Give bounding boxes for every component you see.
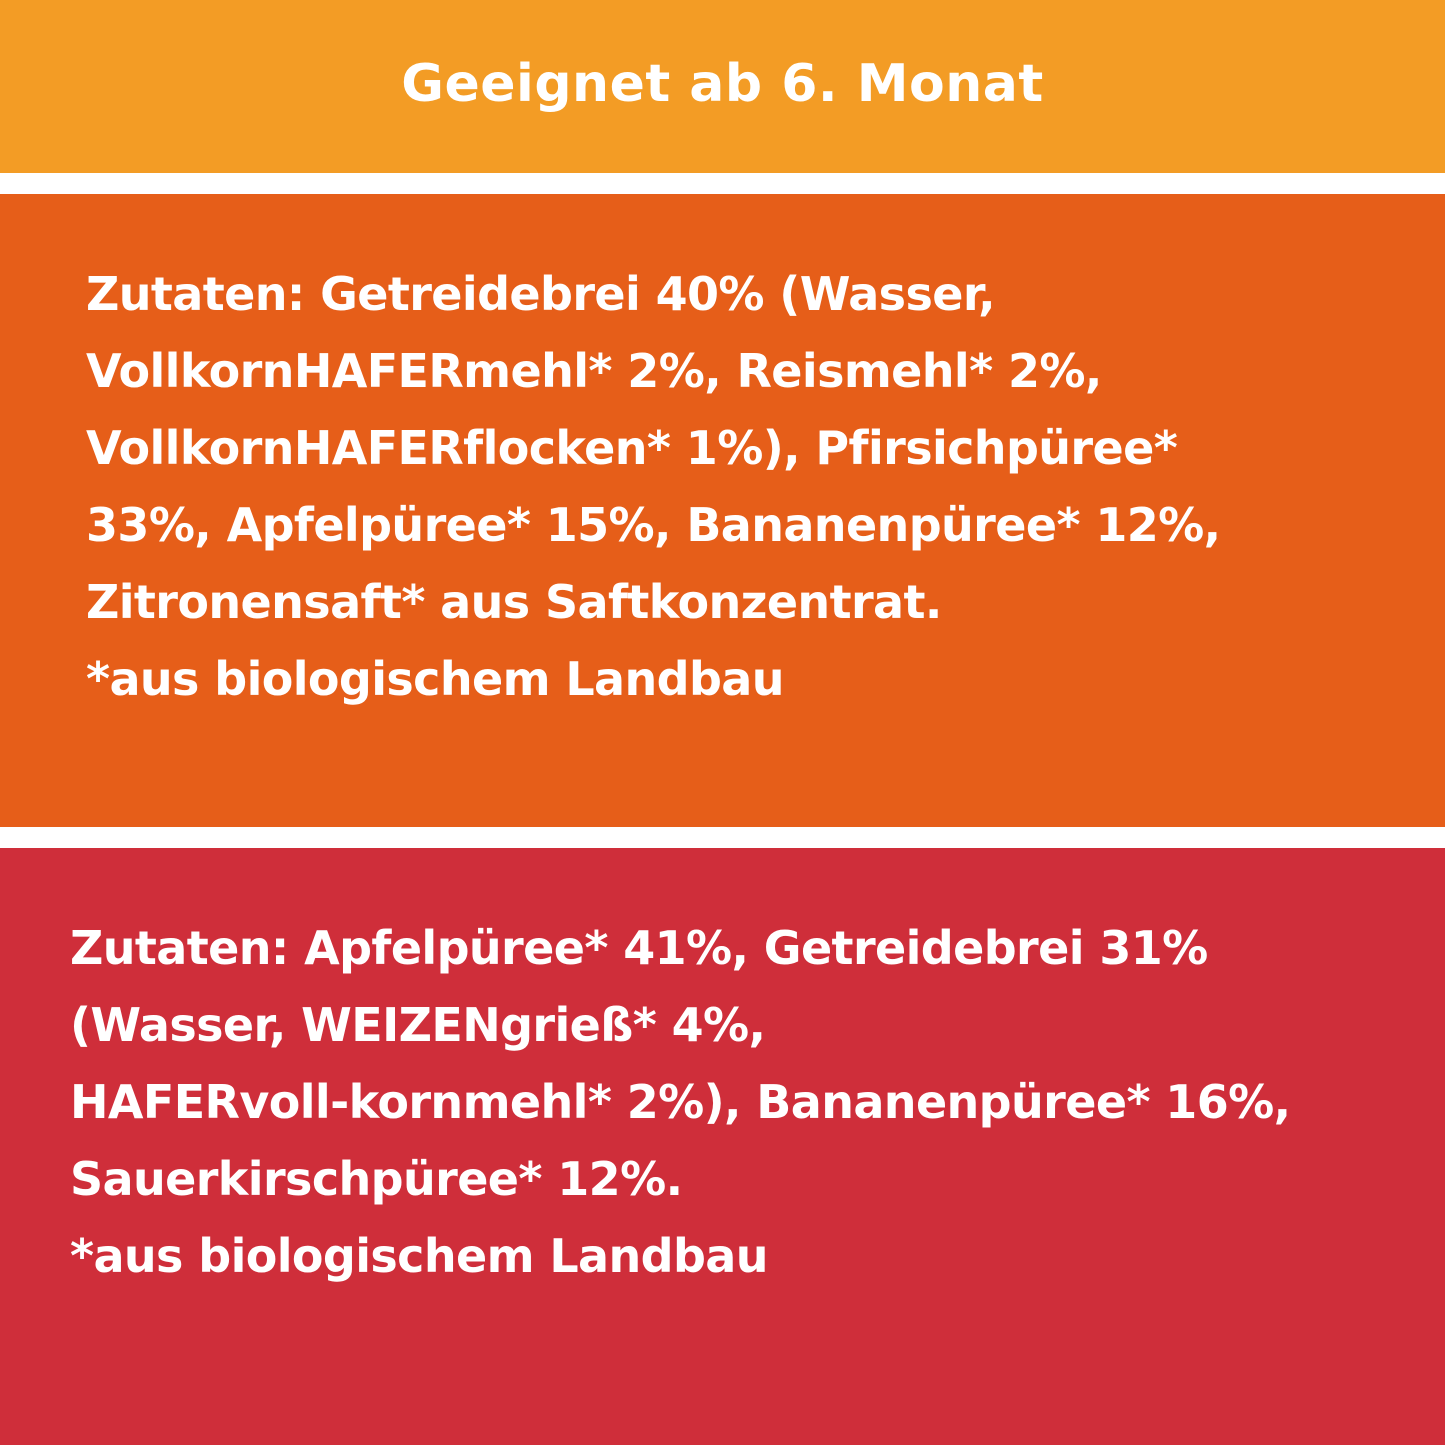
organic-footnote: *aus biologischem Landbau bbox=[86, 652, 784, 706]
ingredients-panel-cherry bbox=[0, 848, 1445, 1445]
organic-footnote: *aus biologischem Landbau bbox=[70, 1229, 768, 1283]
ingredients-text-cherry bbox=[70, 910, 1291, 1295]
ingredient-line: Zitronensaft* aus Saftkonzentrat. bbox=[86, 575, 942, 629]
ingredient-line: (Wasser, WEIZENgrieß* 4%, bbox=[70, 998, 766, 1052]
age-suitability-title: Geeignet ab 6. Monat bbox=[401, 53, 1044, 114]
ingredient-line: VollkornHAFERmehl* 2%, Reismehl* 2%, bbox=[86, 344, 1102, 398]
ingredient-line: Zutaten: Apfelpüree* 41%, Getreidebrei 31% bbox=[70, 921, 1208, 975]
ingredient-line: VollkornHAFERflocken* 1%), Pfirsichpüree* bbox=[86, 421, 1178, 475]
ingredient-line: 33%, Apfelpüree* 15%, Bananenpüree* 12%, bbox=[86, 498, 1221, 552]
ingredient-line: Zutaten: Getreidebrei 40% (Wasser, bbox=[86, 267, 996, 321]
ingredient-line: HAFERvoll-kornmehl* 2%), Bananenpüree* 16%, bbox=[70, 1075, 1291, 1129]
ingredients-panel-peach bbox=[0, 194, 1445, 827]
ingredient-line: Sauerkirschpüree* 12%. bbox=[70, 1152, 683, 1206]
age-banner bbox=[0, 0, 1445, 173]
ingredients-text-peach bbox=[86, 256, 1221, 718]
